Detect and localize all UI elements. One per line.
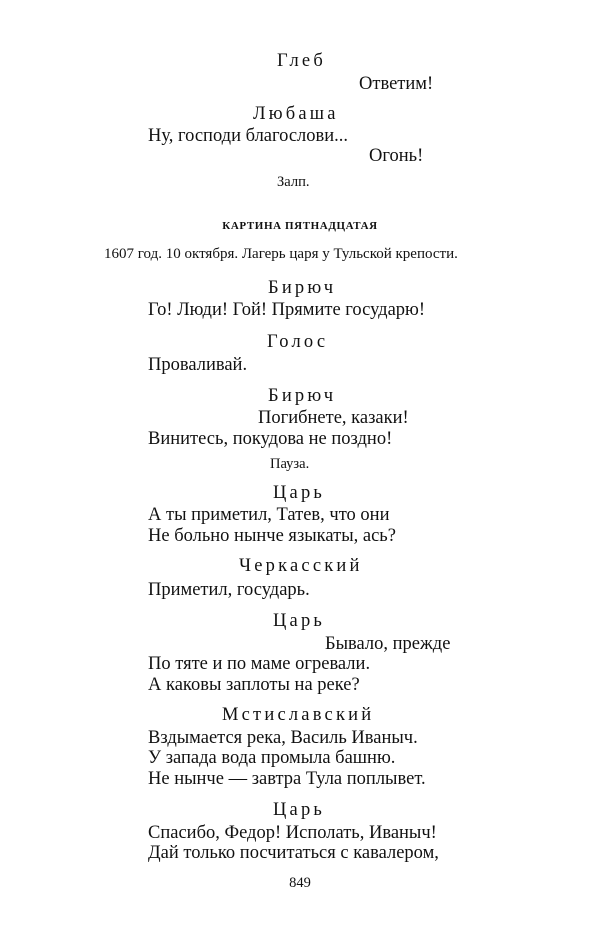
speaker-tsar-3: Царь xyxy=(273,800,326,820)
mstislavsky-line-1: Вздымается река, Василь Иваныч. xyxy=(148,728,418,748)
tsar-1-line-2: Не больно нынче языкаты, ась? xyxy=(148,526,396,546)
speaker-golos: Голос xyxy=(267,332,329,352)
tsar-2-line-2: По тяте и по маме огревали. xyxy=(148,654,371,674)
stage-direction-pauza: Пауза. xyxy=(270,456,310,472)
speaker-biryuch-2: Бирюч xyxy=(268,386,337,406)
speaker-tsar-2: Царь xyxy=(273,611,326,631)
tsar-1-line-1: А ты приметил, Татев, что они xyxy=(148,505,390,525)
lyubasha-line-1: Ну, господи благослови... xyxy=(148,126,349,146)
biryuch-1-line: Го! Люди! Гой! Прямите государю! xyxy=(148,300,426,320)
speaker-tsar-1: Царь xyxy=(273,483,326,503)
scene-setting: 1607 год. 10 октября. Лагерь царя у Тульской крепости. xyxy=(104,246,458,262)
page-number: 849 xyxy=(289,875,311,891)
speaker-cherkassky: Черкасский xyxy=(239,556,363,576)
speaker-biryuch-1: Бирюч xyxy=(268,278,337,298)
tsar-3-line-1: Спасибо, Федор! Исполать, Иваныч! xyxy=(148,823,437,843)
speaker-lyubasha: Любаша xyxy=(253,104,339,124)
tsar-3-line-2: Дай только посчитаться с кавалером, xyxy=(148,843,439,863)
stage-direction-zalp: Залп. xyxy=(277,174,310,190)
gleb-line: Ответим! xyxy=(359,74,434,94)
mstislavsky-line-2: У запада вода промыла башню. xyxy=(148,748,396,768)
cherkassky-line: Приметил, государь. xyxy=(148,580,310,600)
speaker-gleb: Глеб xyxy=(277,51,326,71)
scene-heading: КАРТИНА ПЯТНАДЦАТАЯ xyxy=(222,220,378,232)
biryuch-2-line-1: Погибнете, казаки! xyxy=(258,408,409,428)
tsar-2-line-3: А каковы заплоты на реке? xyxy=(148,675,360,695)
lyubasha-line-2: Огонь! xyxy=(369,146,424,166)
mstislavsky-line-3: Не нынче — завтра Тула поплывет. xyxy=(148,769,426,789)
tsar-2-line-1: Бывало, прежде xyxy=(325,634,451,654)
biryuch-2-line-2: Винитесь, покудова не поздно! xyxy=(148,429,393,449)
golos-line: Проваливай. xyxy=(148,355,248,375)
speaker-mstislavsky: Мстиславский xyxy=(222,705,375,725)
